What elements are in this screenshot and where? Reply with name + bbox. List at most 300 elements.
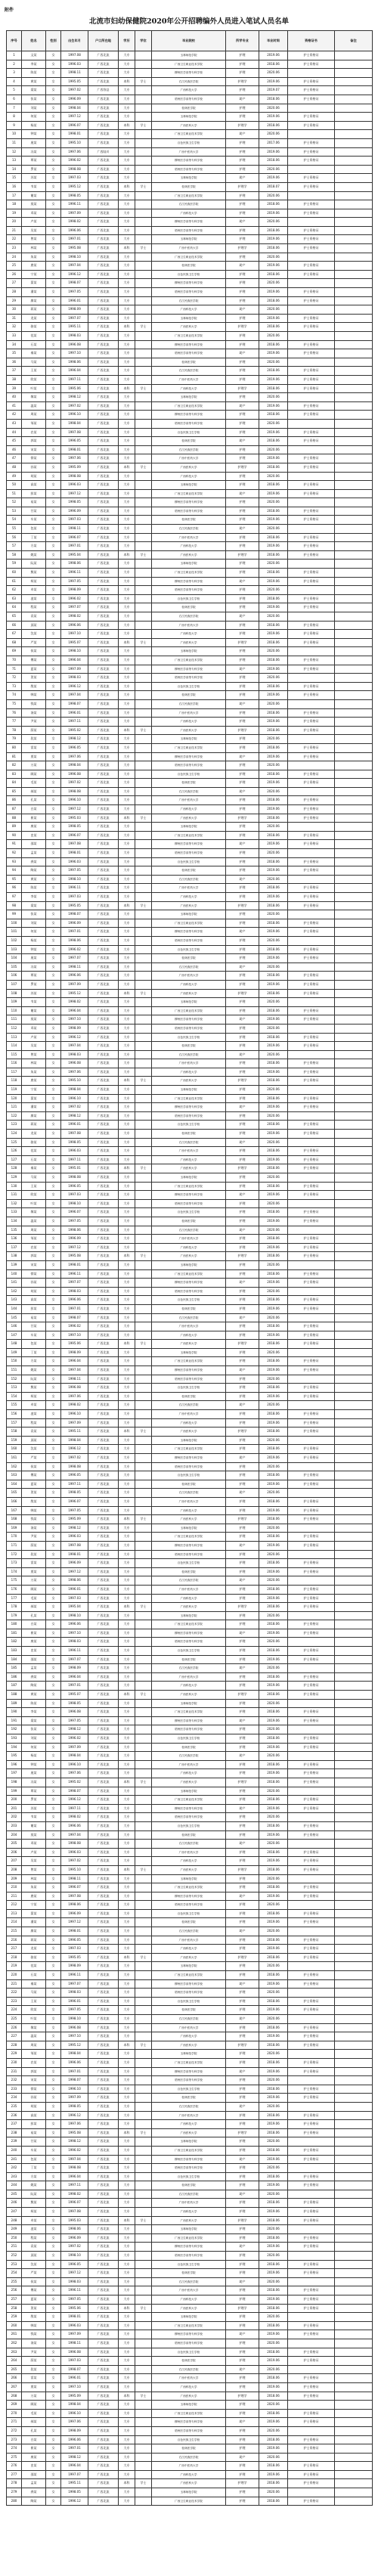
cell-gender: 女 [46, 2243, 61, 2252]
cell-name: 杨某 [22, 936, 46, 945]
cell-gender: 女 [46, 2348, 61, 2357]
cell-certificate: 护士资格证 [288, 340, 335, 349]
cell-hukou: 广西北流 [88, 1971, 119, 1980]
cell-school: 柳州医学高等专科学校 [152, 1279, 226, 1288]
cell-major: 护理 [226, 621, 259, 630]
cell-note [335, 638, 373, 647]
cell-school: 梧州医学高等专科学校 [152, 419, 226, 428]
cell-hukou: 广西北流 [88, 831, 119, 840]
cell-hukou: 广西北流 [88, 1865, 119, 1874]
cell-certificate: 护士资格证 [288, 1471, 335, 1480]
table-row [7, 1664, 373, 1673]
cell-hukou: 广西北流 [88, 1269, 119, 1279]
cell-certificate: 护士资格证 [288, 2304, 335, 2313]
cell-degree [135, 104, 152, 113]
cell-gender: 女 [46, 2374, 61, 2383]
cell-education: 大专 [119, 1734, 135, 1744]
cell-degree [135, 1304, 152, 1313]
cell-school: 广西卫生职业技术学院 [152, 489, 226, 498]
table-row [7, 384, 373, 393]
cell-index: 194 [7, 1743, 22, 1752]
cell-name: 康某 [22, 823, 46, 832]
cell-degree [135, 2190, 152, 2199]
cell-school: 玉林师范学院 [152, 51, 226, 60]
cell-major: 护理 [226, 2252, 259, 2261]
cell-certificate: 护士资格证 [288, 51, 335, 60]
cell-hukou: 广西北流 [88, 560, 119, 569]
cell-index: 56 [7, 533, 22, 542]
cell-grad-date: 2020.06 [259, 875, 288, 884]
cell-hukou: 广西北流 [88, 2006, 119, 2015]
cell-gender: 女 [46, 401, 61, 411]
cell-education: 大专 [119, 2418, 135, 2427]
cell-note [335, 1401, 373, 1410]
table-row [7, 1392, 373, 1401]
cell-birth: 1995.08 [61, 2128, 88, 2137]
cell-degree [135, 1243, 152, 1252]
table-row [7, 2128, 373, 2137]
cell-birth: 1998.11 [61, 69, 88, 78]
cell-education: 大专 [119, 665, 135, 674]
cell-certificate: 护士资格证 [288, 1918, 335, 1927]
cell-education: 大专 [119, 2146, 135, 2155]
cell-grad-date: 2018.06 [259, 2497, 288, 2506]
table-row [7, 533, 373, 542]
cell-school: 柳州医学高等专科学校 [152, 2330, 226, 2339]
cell-grad-date: 2020.06 [259, 1725, 288, 1734]
cell-index: 171 [7, 1541, 22, 1550]
cell-school: 广西卫生职业技术学院 [152, 2321, 226, 2330]
table-row [7, 95, 373, 104]
cell-birth: 1996.08 [61, 770, 88, 779]
cell-degree: 学士 [135, 1077, 152, 1086]
table-row [7, 761, 373, 770]
cell-index: 189 [7, 1699, 22, 1708]
cell-certificate: 护士资格证 [288, 1366, 335, 1375]
cell-degree [135, 1331, 152, 1340]
cell-education: 大专 [119, 533, 135, 542]
table-row [7, 638, 373, 647]
cell-note [335, 980, 373, 989]
cell-certificate [288, 525, 335, 534]
cell-major: 助产 [226, 577, 259, 586]
cell-certificate: 护士资格证 [288, 1130, 335, 1139]
cell-degree [135, 849, 152, 858]
cell-grad-date: 2018.06 [259, 2260, 288, 2269]
cell-major: 助产 [226, 1979, 259, 1989]
cell-note [335, 674, 373, 683]
cell-note [335, 1366, 373, 1375]
cell-note [335, 2277, 373, 2286]
cell-birth: 1995.03 [61, 2216, 88, 2225]
cell-major: 助产 [226, 2365, 259, 2374]
cell-hukou: 广西北流 [88, 1366, 119, 1375]
table-row [7, 2418, 373, 2427]
cell-note [335, 525, 373, 534]
cell-grad-date: 2020.06 [259, 165, 288, 174]
cell-certificate [288, 1260, 335, 1269]
cell-birth: 1998.06 [61, 936, 88, 945]
cell-major: 护理 [226, 1874, 259, 1883]
cell-education: 大专 [119, 1672, 135, 1682]
cell-birth: 1997.05 [61, 866, 88, 876]
cell-school: 梧州医学高等专科学校 [152, 1989, 226, 1998]
cell-note [335, 1269, 373, 1279]
cell-grad-date: 2020.06 [259, 1348, 288, 1357]
cell-grad-date: 2019.06 [259, 577, 288, 586]
cell-education: 大专 [119, 1594, 135, 1603]
cell-note [335, 77, 373, 86]
cell-note [335, 1664, 373, 1673]
table-row [7, 1366, 373, 1375]
cell-note [335, 1655, 373, 1664]
cell-major: 护理 [226, 2374, 259, 2383]
cell-hukou: 广西北流 [88, 1638, 119, 1647]
cell-birth: 1998.10 [61, 2252, 88, 2261]
cell-index: 219 [7, 1962, 22, 1971]
cell-birth: 1997.06 [61, 2418, 88, 2427]
cell-major: 护理 [226, 454, 259, 463]
cell-grad-date: 2018.06 [259, 2111, 288, 2120]
cell-grad-date: 2019.06 [259, 2470, 288, 2479]
cell-school: 广西科技大学 [152, 1682, 226, 1691]
table-row [7, 51, 373, 60]
cell-certificate: 护士资格证 [288, 533, 335, 542]
cell-grad-date: 2020.06 [259, 1111, 288, 1121]
cell-index: 224 [7, 2006, 22, 2015]
cell-grad-date: 2019.06 [259, 1243, 288, 1252]
cell-grad-date: 2019.06 [259, 1454, 288, 1463]
cell-gender: 女 [46, 1454, 61, 1463]
cell-major: 护理 [226, 1121, 259, 1130]
cell-index: 117 [7, 1068, 22, 1077]
cell-grad-date: 2019.06 [259, 1068, 288, 1077]
cell-index: 4 [7, 77, 22, 86]
cell-certificate: 护士资格证 [288, 367, 335, 376]
cell-degree [135, 393, 152, 402]
cell-grad-date: 2020.06 [259, 1550, 288, 1559]
cell-gender: 女 [46, 1182, 61, 1191]
cell-index: 53 [7, 507, 22, 516]
cell-index: 195 [7, 1752, 22, 1761]
cell-grad-date: 2019.06 [259, 1130, 288, 1139]
cell-hukou: 广西北流 [88, 1147, 119, 1156]
cell-name: 郭某 [22, 1252, 46, 1261]
cell-gender: 女 [46, 498, 61, 507]
cell-major: 护理 [226, 1173, 259, 1183]
cell-major: 护理 [226, 1182, 259, 1191]
cell-certificate: 护士资格证 [288, 428, 335, 437]
cell-degree: 学士 [135, 989, 152, 998]
cell-school: 玉林师范学院 [152, 1699, 226, 1708]
cell-birth: 1998.07 [61, 1787, 88, 1796]
table-row [7, 1410, 373, 1419]
cell-hukou: 广西北流 [88, 1384, 119, 1393]
cell-index: 207 [7, 1857, 22, 1866]
cell-hukou: 广西北流 [88, 121, 119, 130]
cell-education: 大专 [119, 919, 135, 928]
cell-certificate: 护士资格证 [288, 1892, 335, 1901]
cell-index: 116 [7, 1059, 22, 1068]
cell-gender: 女 [46, 244, 61, 253]
cell-school: 桂林医学院 [152, 1655, 226, 1664]
cell-gender: 女 [46, 2339, 61, 2348]
cell-name: 郝某 [22, 1603, 46, 1612]
cell-index: 111 [7, 1015, 22, 1025]
cell-major: 护理 [226, 560, 259, 569]
cell-birth: 1997.02 [61, 2243, 88, 2252]
cell-index: 104 [7, 954, 22, 963]
cell-degree [135, 1997, 152, 2006]
cell-name: 骆某 [22, 323, 46, 332]
cell-education: 大专 [119, 95, 135, 104]
cell-birth: 1998.01 [61, 2313, 88, 2322]
cell-grad-date: 2018.06 [259, 831, 288, 840]
cell-gender: 女 [46, 1821, 61, 1830]
cell-degree: 学士 [135, 463, 152, 472]
cell-certificate: 护士资格证 [288, 1594, 335, 1603]
cell-school: 梧州医学高等专科学校 [152, 1813, 226, 1822]
cell-name: 蒋某 [22, 1936, 46, 1945]
table-row [7, 1725, 373, 1734]
cell-major: 护理 [226, 209, 259, 218]
cell-certificate: 护士资格证 [288, 1865, 335, 1874]
cell-degree [135, 1217, 152, 1226]
cell-index: 218 [7, 1953, 22, 1962]
cell-birth: 1998.11 [61, 1375, 88, 1384]
cell-name: 马某 [22, 1989, 46, 1998]
cell-school: 右江民族医学院 [152, 1226, 226, 1235]
cell-degree [135, 1296, 152, 1305]
cell-major: 护理 [226, 1068, 259, 1077]
cell-hukou: 广西北流 [88, 358, 119, 367]
cell-hukou: 广西北流 [88, 989, 119, 998]
cell-education: 本科 [119, 1691, 135, 1700]
table-row [7, 2444, 373, 2454]
cell-gender: 女 [46, 138, 61, 147]
cell-hukou: 广西北流 [88, 1260, 119, 1269]
cell-grad-date: 2017.06 [259, 138, 288, 147]
cell-grad-date: 2018.06 [259, 638, 288, 647]
table-row [7, 69, 373, 78]
cell-birth: 1997.10 [61, 1629, 88, 1638]
cell-grad-date: 2019.06 [259, 2155, 288, 2164]
cell-index: 249 [7, 2225, 22, 2234]
cell-name: 梁某 [22, 86, 46, 95]
cell-birth: 1998.04 [61, 104, 88, 113]
cell-birth: 1996.04 [61, 2462, 88, 2471]
table-row [7, 1567, 373, 1576]
cell-school: 右江民族医学院 [152, 200, 226, 209]
cell-degree [135, 928, 152, 937]
cell-major: 护理 [226, 998, 259, 1007]
cell-hukou: 广西北流 [88, 2286, 119, 2295]
cell-grad-date: 2018.06 [259, 1708, 288, 1717]
cell-name: 胡某 [22, 1287, 46, 1296]
cell-grad-date: 2020.06 [259, 1927, 288, 1936]
cell-grad-date: 2019.06 [259, 2067, 288, 2076]
table-row [7, 113, 373, 122]
col-header-school: 毕业院校 [152, 31, 226, 51]
cell-certificate [288, 1699, 335, 1708]
cell-name: 傅某 [22, 1471, 46, 1480]
cell-index: 13 [7, 157, 22, 166]
cell-gender: 女 [46, 612, 61, 622]
table-row [7, 1804, 373, 1813]
cell-certificate: 护士资格证 [288, 2321, 335, 2330]
cell-hukou: 广西北流 [88, 1989, 119, 1998]
cell-hukou: 广西北流 [88, 2339, 119, 2348]
cell-grad-date: 2019.06 [259, 1655, 288, 1664]
cell-gender: 女 [46, 954, 61, 963]
cell-index: 105 [7, 963, 22, 972]
cell-degree [135, 2470, 152, 2479]
cell-gender: 女 [46, 1111, 61, 1121]
cell-index: 77 [7, 718, 22, 727]
cell-education: 大专 [119, 560, 135, 569]
cell-index: 265 [7, 2365, 22, 2374]
cell-birth: 1996.04 [61, 2172, 88, 2181]
cell-index: 110 [7, 1006, 22, 1015]
cell-hukou: 广西北流 [88, 586, 119, 595]
cell-school: 右江民族医学院 [152, 875, 226, 884]
cell-certificate [288, 1462, 335, 1471]
cell-note [335, 1883, 373, 1892]
table-row [7, 726, 373, 735]
cell-certificate: 护士资格证 [288, 1629, 335, 1638]
cell-name: 郝某 [22, 787, 46, 796]
table-row [7, 1042, 373, 1051]
table-row [7, 1576, 373, 1586]
cell-name: 曾某 [22, 1050, 46, 1059]
cell-grad-date: 2019.06 [259, 630, 288, 639]
cell-gender: 女 [46, 489, 61, 498]
cell-birth: 1996.05 [61, 1936, 88, 1945]
cell-hukou: 广西北流 [88, 1392, 119, 1401]
cell-school: 广西科技大学 [152, 1331, 226, 1340]
cell-birth: 1996.06 [61, 972, 88, 981]
cell-degree [135, 1909, 152, 1918]
cell-education: 大专 [119, 2181, 135, 2190]
table-row [7, 1436, 373, 1445]
cell-certificate: 护士资格证 [288, 2111, 335, 2120]
cell-name: 万某 [22, 2392, 46, 2401]
cell-school: 广西科技大学 [152, 1769, 226, 1778]
cell-hukou: 广西北流 [88, 674, 119, 683]
cell-birth: 1995.05 [61, 77, 88, 86]
cell-hukou: 广西北流 [88, 1296, 119, 1305]
cell-education: 大专 [119, 893, 135, 902]
cell-degree [135, 95, 152, 104]
cell-major: 护理 [226, 296, 259, 305]
cell-school: 广西医科大学 [152, 1427, 226, 1437]
cell-index: 109 [7, 998, 22, 1007]
cell-major: 护理 [226, 1997, 259, 2006]
cell-education: 大专 [119, 2321, 135, 2330]
cell-note [335, 209, 373, 218]
cell-school: 梧州医学高等专科学校 [152, 2076, 226, 2085]
cell-note [335, 857, 373, 866]
cell-education: 大专 [119, 1103, 135, 1112]
cell-grad-date: 2018.06 [259, 2041, 288, 2050]
cell-birth: 1998.02 [61, 2190, 88, 2199]
cell-major: 护理 [226, 2269, 259, 2278]
cell-gender: 女 [46, 1524, 61, 1533]
cell-name: 包某 [22, 525, 46, 534]
cell-education: 大专 [119, 796, 135, 805]
cell-index: 236 [7, 2111, 22, 2120]
cell-name: 孔某 [22, 1611, 46, 1620]
cell-name: 崔某 [22, 814, 46, 823]
cell-school: 广西医科大学 [152, 121, 226, 130]
cell-hukou: 广西北流 [88, 1418, 119, 1427]
cell-gender: 女 [46, 2418, 61, 2427]
cell-school: 玉林师范学院 [152, 1524, 226, 1533]
cell-hukou: 广西北流 [88, 1892, 119, 1901]
cell-education: 大专 [119, 1313, 135, 1322]
cell-certificate: 护士资格证 [288, 1945, 335, 1954]
cell-gender: 女 [46, 2128, 61, 2137]
cell-major: 护理学 [226, 121, 259, 130]
cell-school: 广西科技大学 [152, 893, 226, 902]
cell-major: 助产 [226, 1576, 259, 1586]
cell-education: 大专 [119, 419, 135, 428]
cell-hukou: 广西北流 [88, 1821, 119, 1830]
cell-gender: 女 [46, 1918, 61, 1927]
cell-birth: 1998.10 [61, 1199, 88, 1208]
cell-note [335, 2444, 373, 2454]
cell-education: 大专 [119, 51, 135, 60]
cell-gender: 女 [46, 1865, 61, 1874]
cell-education: 大专 [119, 1138, 135, 1147]
cell-birth: 1998.12 [61, 1725, 88, 1734]
cell-school: 广西卫生职业技术学院 [152, 1182, 226, 1191]
cell-certificate [288, 2426, 335, 2435]
cell-degree [135, 1576, 152, 1586]
cell-degree [135, 191, 152, 200]
cell-school: 广西科技大学 [152, 1506, 226, 1515]
cell-major: 护理 [226, 1567, 259, 1576]
cell-note [335, 989, 373, 998]
cell-education: 大专 [119, 612, 135, 622]
cell-birth: 1995.12 [61, 2041, 88, 2050]
cell-major: 护理学 [226, 1865, 259, 1874]
cell-certificate [288, 875, 335, 884]
cell-gender: 女 [46, 2164, 61, 2173]
cell-name: 孔某 [22, 796, 46, 805]
cell-birth: 1997.02 [61, 1103, 88, 1112]
cell-major: 助产 [226, 1927, 259, 1936]
cell-school: 玉林师范学院 [152, 2401, 226, 2410]
cell-certificate: 护士资格证 [288, 235, 335, 244]
cell-note [335, 2295, 373, 2305]
cell-name: 薛某 [22, 1541, 46, 1550]
cell-school: 右江民族医学院 [152, 296, 226, 305]
cell-birth: 1996.01 [61, 1997, 88, 2006]
cell-education: 大专 [119, 823, 135, 832]
cell-gender: 女 [46, 2313, 61, 2322]
cell-school: 桂林医学院 [152, 1830, 226, 1840]
cell-school: 桂林医学院 [152, 866, 226, 876]
cell-name: 熊某 [22, 1384, 46, 1393]
table-row [7, 1471, 373, 1480]
cell-gender: 女 [46, 928, 61, 937]
cell-hukou: 广西北流 [88, 699, 119, 708]
cell-birth: 1996.05 [61, 1471, 88, 1480]
cell-school: 梧州医学高等专科学校 [152, 1725, 226, 1734]
cell-major: 护理 [226, 1208, 259, 1217]
cell-school: 梧州医学高等专科学校 [152, 936, 226, 945]
